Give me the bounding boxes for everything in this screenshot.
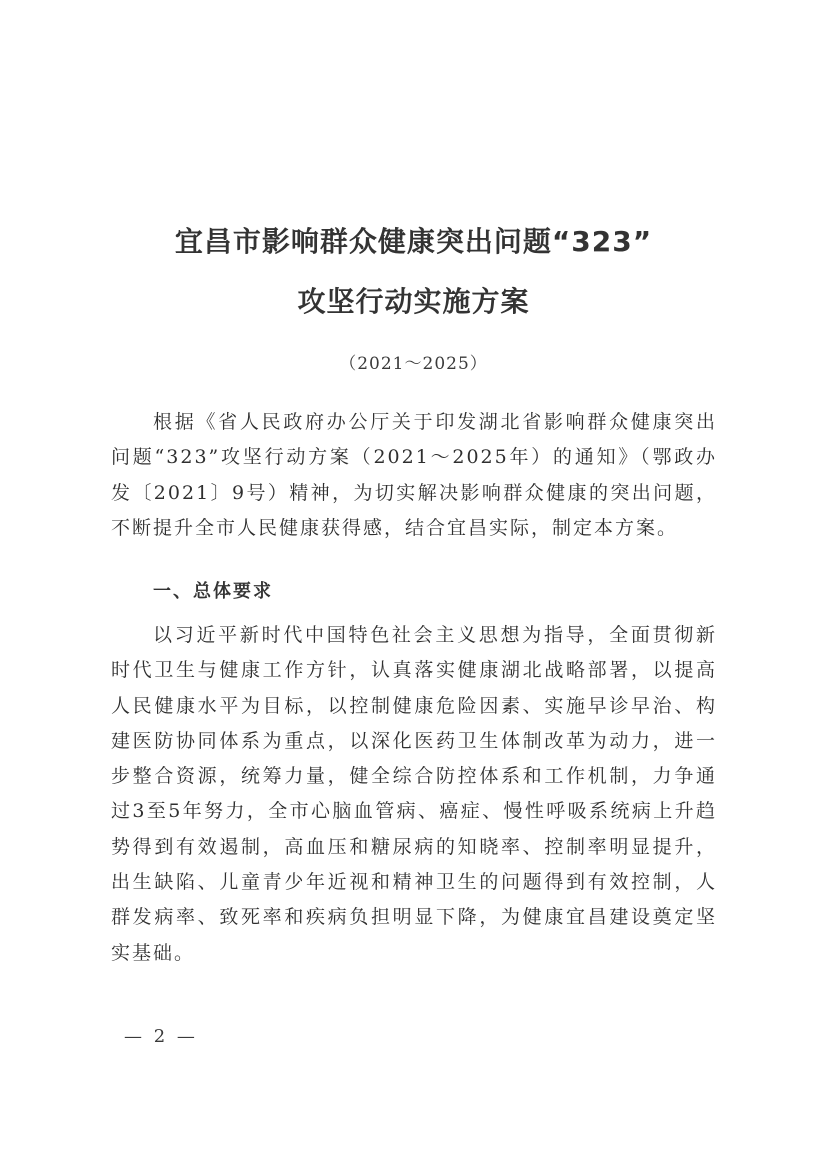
document-title-line1: 宜昌市影响群众健康突出问题“323” xyxy=(174,225,653,258)
document-title-line2: 攻坚行动实施方案 xyxy=(297,285,530,318)
document-date-range: （2021～2025） xyxy=(339,354,488,374)
intro-paragraph: 根据《省人民政府办公厅关于印发湖北省影响群众健康突出问题“323”攻坚行动方案（2021～2025年）的通知》（鄂政办发〔2021〕9号）精神，为切实解决影响群众健康的突出问题，不断提升全市人民健康获得感，结合宜昌实际，制定本方案。 xyxy=(111,411,717,539)
general-requirements-paragraph: 以习近平新时代中国特色社会主义思想为指导，全面贯彻新时代卫生与健康工作方针，认真落实健康湖北战略部署，以提高人民健康水平为目标，以控制健康危险因素、实施早诊早治、构建医防协同体系为重点，以深化医药卫生体制改革为动力，进一步整合资源，统筹力量，健全综合防控体系和工作机制，力争通过3至5年努力，全市心脑血管病、癌症、慢性呼吸系统病上升趋势得到有效遏制，高血压和糖尿病的知晓率、控制率明显提升，出生缺陷、儿童青少年近视和精神卫生的问题得到有效控制，人群发病率、致死率和疾病负担明显下降，为健康宜昌建设奠定坚实基础。 xyxy=(111,624,717,964)
page-number: — 2 — xyxy=(124,1026,198,1047)
section-heading: 一、总体要求 xyxy=(153,581,273,602)
